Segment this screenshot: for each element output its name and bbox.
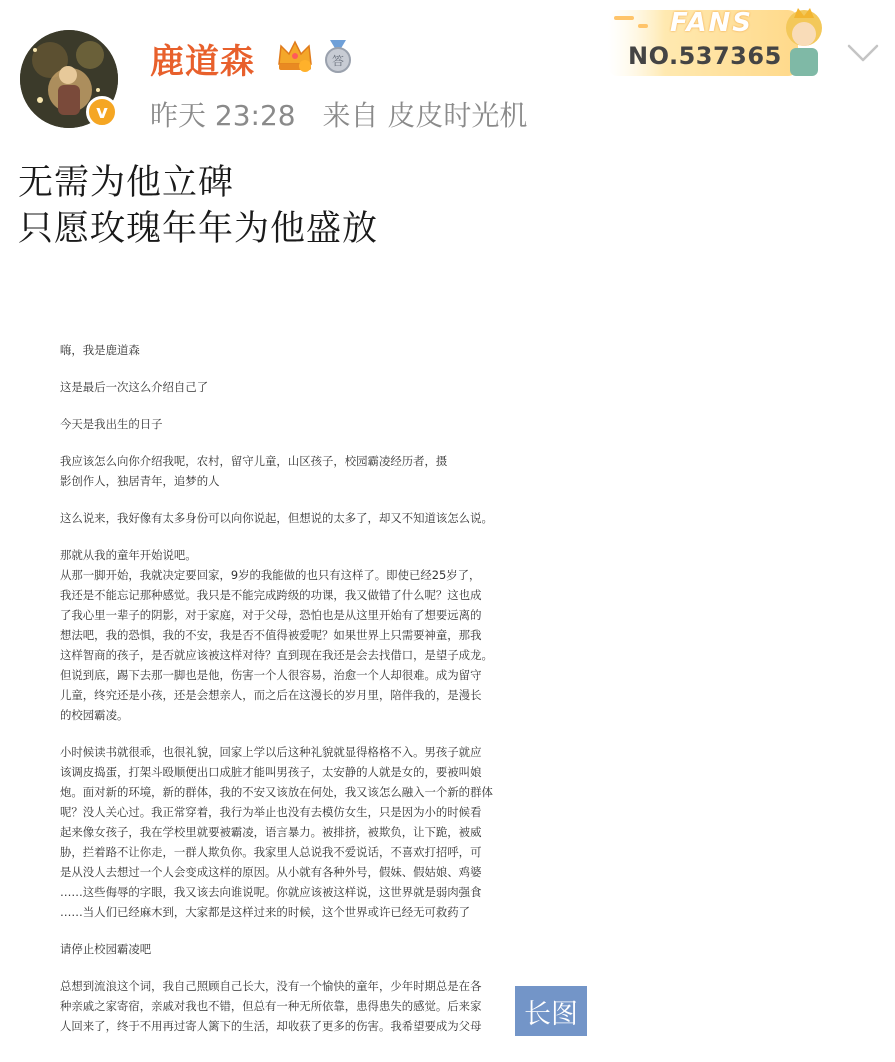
post-source[interactable]: 来自 皮皮时光机 (322, 99, 528, 132)
fans-label: FANS (670, 8, 754, 38)
long-image-paragraph: 我应该怎么向你介绍我呢，农村，留守儿童，山区孩子，校园霸凌经历者，摄 影创作人，独居青年，追梦的人 (60, 454, 448, 488)
long-image-paragraph: 今天是我出生的日子 (60, 417, 163, 431)
chevron-down-icon[interactable] (846, 42, 880, 64)
long-image[interactable] (60, 340, 540, 1062)
username[interactable]: 鹿道森 (150, 42, 255, 82)
medal-icon (320, 38, 356, 74)
crown-icon (275, 36, 315, 74)
long-image-paragraph: 请停止校园霸凌吧 (60, 942, 152, 956)
long-image-badge[interactable]: 长图 (515, 986, 587, 1036)
long-image-paragraph: 总想到流浪这个词，我自己照顾自己长大，没有一个愉快的童年，少年时期总是在各 种亲戚之家寄宿，亲戚对我也不错，但总有一种无所依靠，患得患失的感觉。后来家 人回来了，终于不用再过寄人篱下的生活，却收获了更多的伤害。我希望要成为父母 (60, 979, 482, 1033)
long-image-paragraph: 那就从我的童年开始说吧。 从那一脚开始，我就决定要回家，9岁的我能做的也只有这样了。即使已经25岁了， 我还是不能忘记那种感觉。我只是不能完成跨级的功课，我又做错了什么呢？这也成 了我心里一辈子的阴影，对于家庭，对于父母，恐怕也是从这里开始有了想要远离的 想法吧，我的恐惧，我的不安，我是否不值得被爱呢？如果世界上只需要神童，那我 这样智商的孩子，是否就应该被这样对待？直到现在我还是会去找借口，是望子成龙。 但说到底，踢下去那一脚也是他，伤害一个人很容易，治愈一个人却很难。成为留守 儿童，终究还是小孩，还是会想亲人，而之后在这漫长的岁月里，陪伴我的，是漫长 的校园霸凌。 (60, 548, 493, 722)
long-image-paragraph: 这是最后一次这么介绍自己了 (60, 380, 209, 394)
post-text (18, 160, 378, 252)
long-image-paragraph: 小时候读书就很乖，也很礼貌，回家上学以后这种礼貌就显得格格不入。男孩子就应 该调皮捣蛋，打架斗殴顺便出口成脏才能叫男孩子，太安静的人就是女的，要被叫娘 炮。面对新的环境，新的群体，我的不安又该放在何处，我又该怎么融入一个新的群体 呢？没人关心过。我正常穿着，我行为举止也没有去模仿女生，只是因为小的时候看 起来像女孩子，我在学校里就要被霸凌，语言暴力。被排挤，被欺负，让下跪，被威 胁，拦着路不让你走，一群人欺负你。我家里人总说我不爱说话，不喜欢打招呼，可 是从没人去想过一个人会变成这样的原因。从小就有各种外号，假妹、假姑娘、鸡婆 ……这些侮辱的字眼，我又该去向谁说呢。你就应该被这样说，这世界就是弱肉强食 ……当人们已经麻木到，大家都是这样过来的时候，这个世界或许已经无可救药了 (60, 745, 493, 919)
post-text-line: 只愿玫瑰年年为他盛放 (18, 209, 379, 249)
post-time: 昨天 23:28 (150, 99, 296, 132)
medal-label: 答 (331, 54, 345, 68)
long-image-paragraph: 嗨，我是鹿道森 (60, 343, 140, 357)
post-text-line: 无需为他立碑 (18, 163, 235, 203)
post-meta (150, 94, 545, 134)
fans-number: NO.537365 (628, 42, 782, 70)
verified-badge-icon: v (86, 96, 118, 128)
long-image-paragraph: 这么说来，我好像有太多身份可以向你说起，但想说的太多了，却又不知道该怎么说。 (60, 511, 493, 525)
